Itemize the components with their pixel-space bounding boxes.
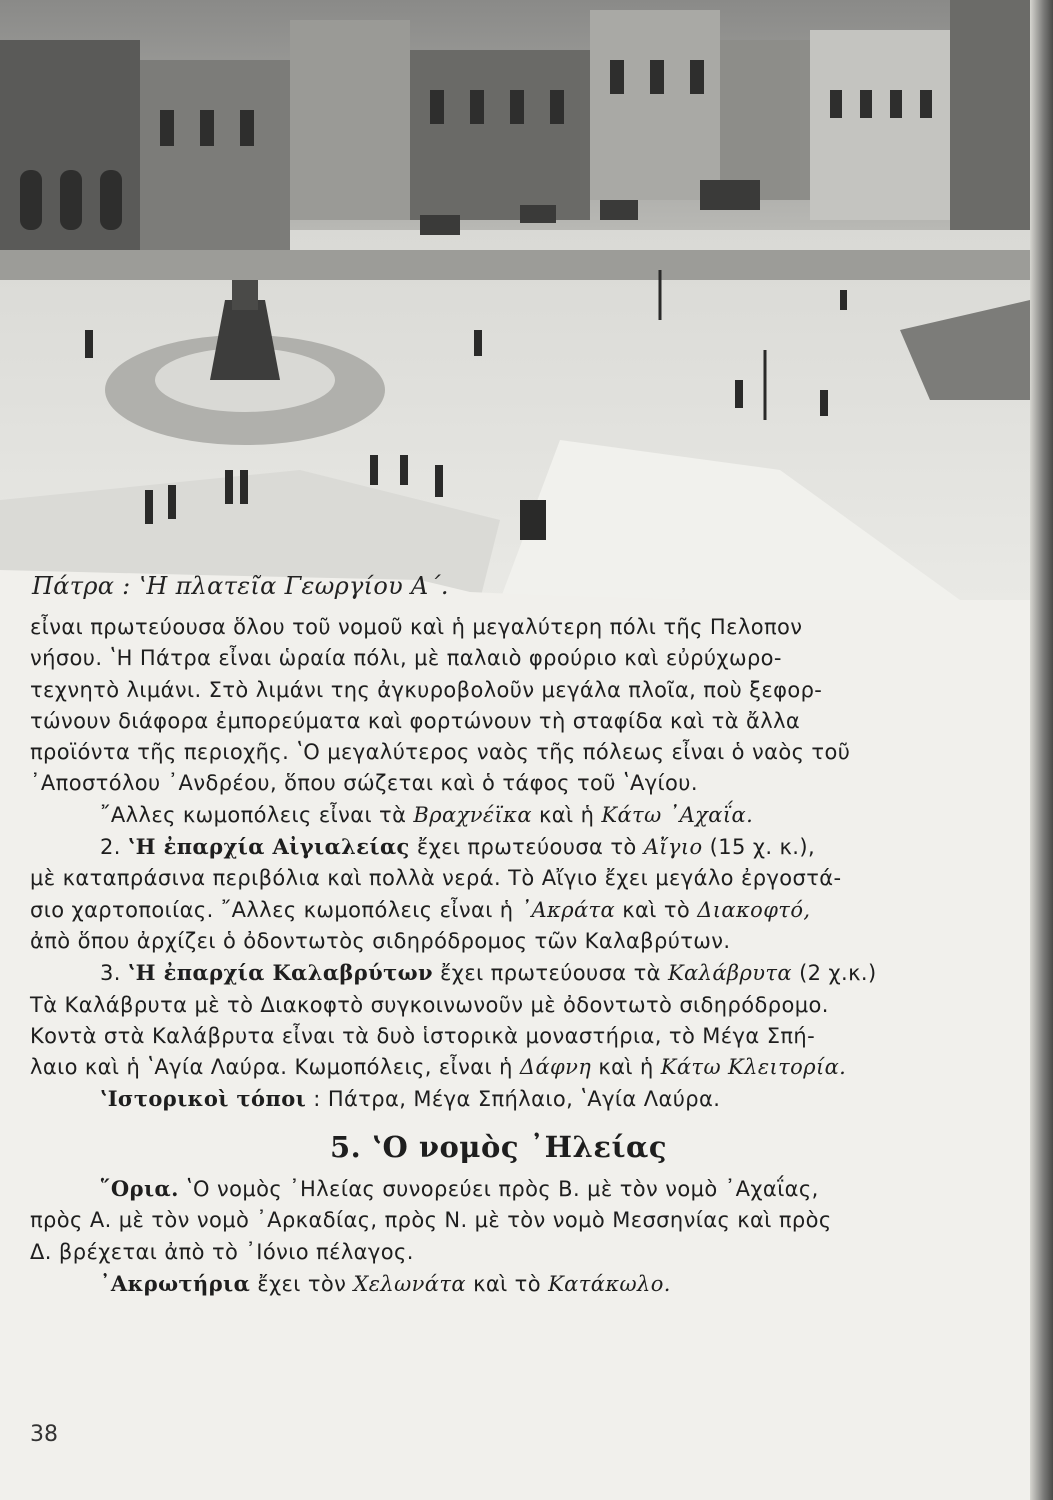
- town-name: Βραχνέϊκα: [413, 802, 532, 827]
- label-borders: ῞Ορια.: [100, 1176, 179, 1202]
- text-run: καὶ τὸ: [473, 1271, 541, 1296]
- label-capes: ᾿Ακρωτήρια: [100, 1270, 251, 1296]
- text-run: ʽΟ νομὸς ᾿Ηλείας συνορεύει πρὸς Β. μὲ τὸν νομὸ ᾿Αχαΐας,: [185, 1177, 819, 1202]
- text-line: Δ. βρέχεται ἀπὸ τὸ ᾿Ιόνιο πέλαγος.: [30, 1239, 414, 1264]
- section-heading: 5. ʽΟ νομὸς ᾿Ηλείας: [330, 1129, 667, 1164]
- cape-name: Κατάκωλο.: [548, 1271, 671, 1296]
- label-historic-places: ʽΙστορικοὶ τόποι: [100, 1086, 307, 1112]
- para-kalavryta: [30, 957, 980, 1083]
- text-run: ἔχει πρωτεύουσα τὰ: [440, 961, 661, 986]
- text-line: τεχνητὸ λιμάνι. Στὸ λιμάνι της ἀγκυροβολοῦν μεγάλα πλοῖα, ποὺ ξεφορ-: [30, 677, 823, 702]
- text-line: εἶναι πρωτεύουσα ὅλου τοῦ νομοῦ καὶ ἡ μεγαλύτερη πόλι τῆς Πελοπον: [30, 615, 803, 639]
- para-borders: [30, 1173, 980, 1268]
- item-number: 2.: [100, 835, 121, 860]
- town-name: Αἴγιο: [643, 835, 703, 860]
- text-line: Κοντὰ στὰ Καλάβρυτα εἶναι τὰ δυὸ ἱστορικὰ μοναστήρια, τὸ Μέγα Σπή-: [30, 1023, 816, 1048]
- province-title: ʽΗ ἐπαρχία Αἰγιαλείας: [127, 834, 410, 860]
- text-line: Τὰ Καλάβρυτα μὲ τὸ Διακοφτὸ συγκοινωνοῦν μὲ ὀδοντωτὸ σιδηρόδρομο.: [30, 992, 829, 1017]
- text-run: ἔχει πρωτεύουσα τὸ: [416, 835, 637, 860]
- text-line: προϊόντα τῆς περιοχῆς. ʽΟ μεγαλύτερος ναὸς τῆς πόλεως εἶναι ὁ ναὸς τοῦ: [30, 740, 851, 765]
- text-run: (2 χ.κ.): [799, 961, 877, 986]
- cape-name: Χελωνάτα: [353, 1271, 466, 1296]
- text-line: πρὸς Α. μὲ τὸν νομὸ ᾿Αρκαδίας, πρὸς Ν. μὲ τὸν νομὸ Μεσσηνίας καὶ πρὸς: [30, 1208, 832, 1233]
- text-run: λαιο καὶ ἡ ʽΑγία Λαύρα. Κωμοπόλεις, εἶναι ἡ: [30, 1055, 513, 1080]
- para-historic-places: [30, 1083, 980, 1115]
- para-aigialeia: [30, 831, 980, 957]
- town-name: Καλάβρυτα: [667, 961, 792, 986]
- text-line: ἀπὸ ὅπου ἀρχίζει ὁ ὀδοντωτὸς σιδηρόδρομος τῶν Καλαβρύτων.: [30, 928, 731, 953]
- town-name: Διακοφτό,: [697, 897, 811, 922]
- text-run: ῎Αλλες κωμοπόλεις εἶναι τὰ: [100, 802, 407, 827]
- caption-text: : ʽΗ πλατεῖα Γεωργίου Α΄.: [122, 572, 449, 600]
- photo-caption: [32, 572, 449, 600]
- town-name: ᾿Ακράτα: [520, 897, 616, 922]
- text-run: καὶ τὸ: [622, 897, 691, 922]
- page-number: 38: [30, 1422, 58, 1447]
- text-line: ᾿Αποστόλου ᾿Ανδρέου, ὅπου σώζεται καὶ ὁ τάφος τοῦ ʽΑγίου.: [30, 771, 698, 796]
- text-run: καὶ ἡ: [539, 802, 595, 827]
- text-body: [30, 612, 980, 1300]
- para-capes: [30, 1268, 980, 1300]
- para-other-towns: [30, 800, 980, 831]
- text-run: (15 χ. κ.),: [709, 835, 816, 860]
- caption-place: Πάτρα: [32, 572, 115, 600]
- text-line: τώνουν διάφορα ἐμπορεύματα καὶ φορτώνουν τὴ σταφίδα καὶ τὰ ἄλλα: [30, 708, 801, 733]
- text-run: ἔχει τὸν: [257, 1271, 347, 1296]
- para-patra: [30, 612, 980, 800]
- town-name: Δάφνη: [519, 1055, 592, 1080]
- text-line: μὲ καταπράσινα περιβόλια καὶ πολλὰ νερά. Τὸ Αἴγιο ἔχει μεγάλο ἐργοστά-: [30, 866, 842, 891]
- text-run: : Πάτρα, Μέγα Σπήλαιο, ʽΑγία Λαύρα.: [313, 1087, 721, 1112]
- town-name: Κάτω ᾿Αχαΐα.: [601, 802, 754, 827]
- item-number: 3.: [100, 961, 121, 986]
- text-line: νήσου. ʽΗ Πάτρα εἶναι ὡραία πόλι, μὲ παλαιὸ φρούριο καὶ εὐρύχωρο-: [30, 646, 782, 671]
- city-square-photo-icon: [0, 0, 1030, 600]
- town-name: Κάτω Κλειτορία.: [660, 1055, 847, 1080]
- province-title: ʽΗ ἐπαρχία Καλαβρύτων: [127, 960, 433, 986]
- book-spine-shadow: [1030, 0, 1053, 1500]
- city-square-photo: [0, 0, 1030, 600]
- text-run: καὶ ἡ: [598, 1055, 654, 1080]
- text-run: σιο χαρτοποιίας. ῎Αλλες κωμοπόλεις εἶναι ἡ: [30, 897, 514, 922]
